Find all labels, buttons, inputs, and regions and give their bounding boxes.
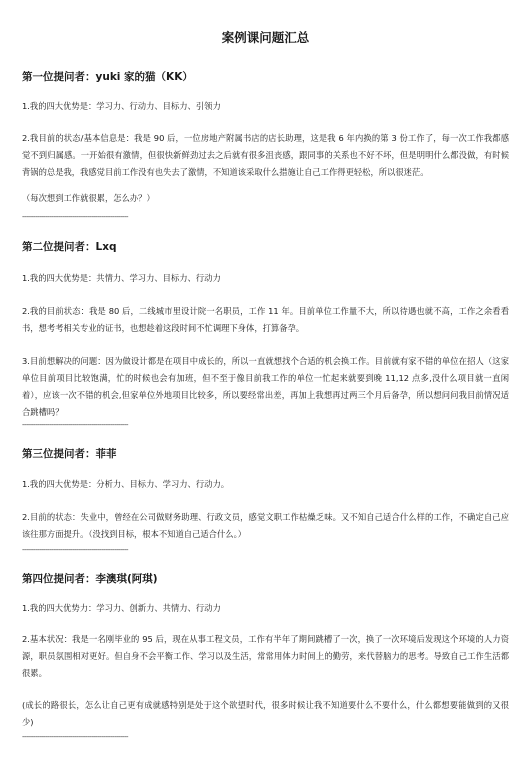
section-paragraph: 2.基本状况：我是一名刚毕业的 95 后，现在从事工程文员，工作有半年了期间跳槽了一次，换了一次环境后发现这个环境的人力资源，职员氛围相对更好。但自身不会平衡工作、学习以及生活，常常用体力时间上的勤劳，来代替脑力的思考。导致自己工作生活都很累。 xyxy=(22,634,509,678)
section-paragraph: 1.我的四大优势是：分析力、目标力、学习力、行动力。 xyxy=(22,479,230,489)
section-paragraph: (成长的路很长，怎么让自己更有成就感特别是处于这个欲望时代，很多时候让我不知道要什么不要什么，什么都想要能做到的又很少) xyxy=(22,700,509,727)
section-divider: ------------------------------------------------------- xyxy=(22,421,128,429)
document-title: 案例课问题汇总 xyxy=(221,30,310,45)
section-paragraph: 2.我目前的状态/基本信息是：我是 90 后，一位房地产附属书店的店长助理，这是我 6 年内换的第 3 份工作了，每一次工作我都感觉不到归属感。一开始很有激情，但很快新鲜劲过去之后就有很多沮丧感，跟同事的关系也不好不坏，但是明明什么都没做，有时候背锅的总是我，我感觉目前工作没有也失去了激情，不知道该采取什么措施让自己工作得更轻松，所以很迷茫。 xyxy=(22,133,509,177)
section-paragraph: （每次想到工作就很累，怎么办？） xyxy=(22,193,155,203)
section-heading: 第三位提问者：菲菲 xyxy=(22,448,117,460)
section-paragraph: 1.我的四大优势是：学习力、行动力、目标力、引领力 xyxy=(22,101,221,111)
section-paragraph: 3.目前想解决的问题：因为做设计都是在项目中成长的，所以一直就想找个合适的机会换工作。目前就有家不错的单位在招人（这家单位目前项目比较饱满，忙的时候也会有加班，但不至于像目前我工作的单位一忙起来就要到晚 11,12 点多,没什么项目就一直闲着），应该一次不错的机会,但家单位外地项目比较多，所以要经常出差，再加上我想再过两三个月后备孕，所以想问问我目前情况适合跳槽吗？ xyxy=(22,356,509,417)
section-paragraph: 2.目前的状态：失业中，曾经在公司做财务助理、行政文员，感觉文职工作枯燥乏味。又不知自己适合什么样的工作，不确定自己应该往那方面提升。（没找到目标，根本不知道自己适合什么。） xyxy=(22,512,509,539)
section-divider: ------------------------------------------------------- xyxy=(22,546,128,554)
section-divider: ------------------------------------------------------- xyxy=(22,213,128,221)
section-paragraph: 1.我的四大优势力：学习力、创新力、共情力、行动力 xyxy=(22,603,221,613)
section-paragraph: 2.我的目前状态：我是 80 后，二线城市里设计院一名职员，工作 11 年。目前单位工作量不大，所以待遇也就不高，工作之余看看书，想考考相关专业的证书，也想趁着这段时间不忙调理下身体，打算备孕。 xyxy=(22,306,509,333)
section-paragraph: 1.我的四大优势是：共情力、学习力、目标力、行动力 xyxy=(22,273,221,283)
section-divider: ------------------------------------------------------- xyxy=(22,733,128,741)
section-heading: 第一位提问者：yuki 家的猫（KK） xyxy=(22,71,193,83)
section-heading: 第四位提问者：李澳琪(阿琪) xyxy=(22,573,158,585)
section-heading: 第二位提问者：Lxq xyxy=(22,241,117,253)
